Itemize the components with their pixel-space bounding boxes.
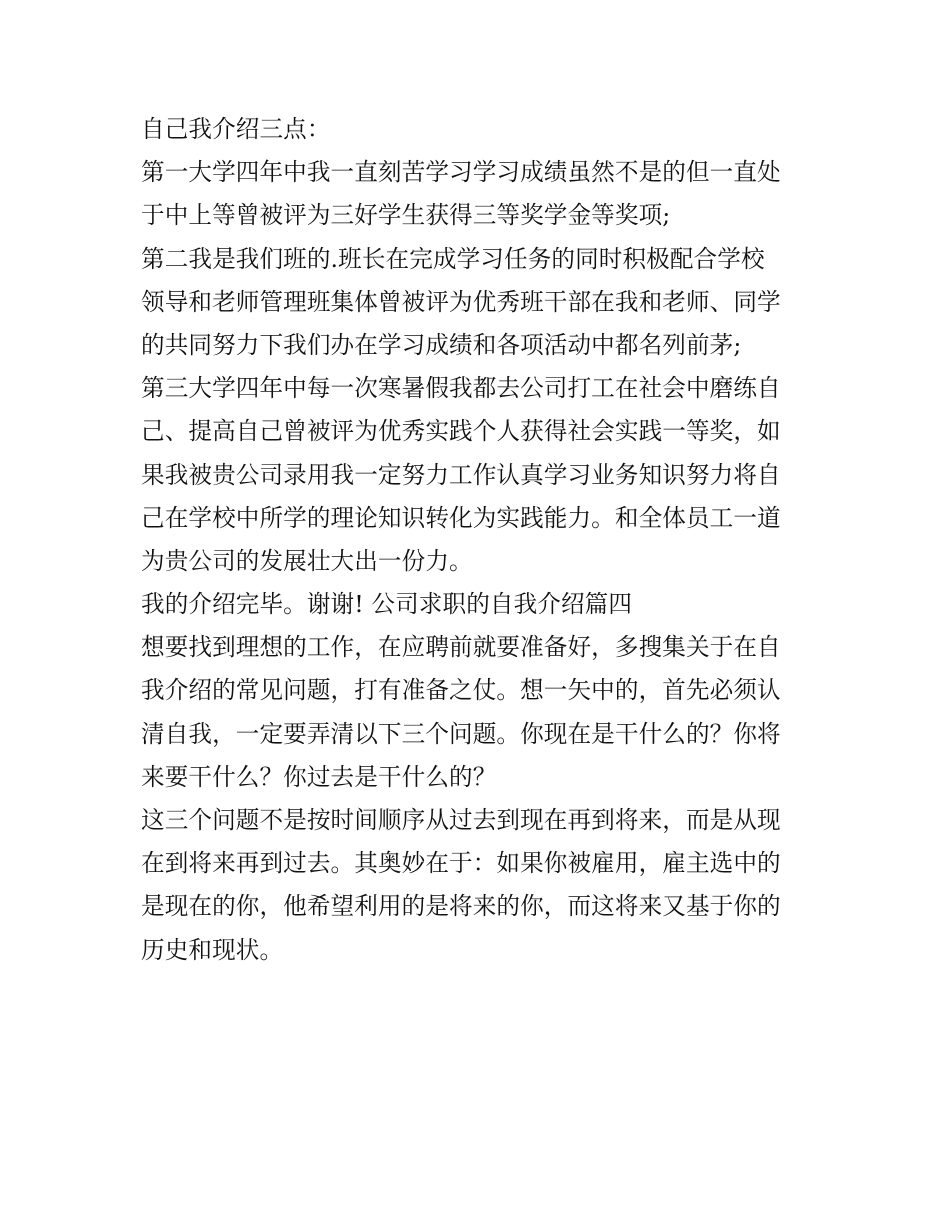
text-line: 来要干什么？你过去是干什么的？ <box>141 762 497 791</box>
text-line: 第一大学四年中我一直刻苦学习学习成绩虽然不是的但一直处 <box>141 158 781 187</box>
text-line: 我介绍的常见问题，打有准备之仗。想一矢中的，首先必须认 <box>141 676 781 705</box>
text-line: 历史和现状。 <box>141 935 284 964</box>
document-body <box>141 108 813 972</box>
text-line: 清自我，一定要弄清以下三个问题。你现在是干什么的？你将 <box>141 719 781 748</box>
text-line: 第三大学四年中每一次寒暑假我都去公司打工在社会中磨练自 <box>141 374 781 403</box>
text-line: 是现在的你，他希望利用的是将来的你，而这将来又基于你的 <box>141 892 781 921</box>
text-line: 这三个问题不是按时间顺序从过去到现在再到将来，而是从现 <box>141 806 781 834</box>
text-line: 自己我介绍三点： <box>141 115 331 143</box>
text-line: 领导和老师管理班集体曾被评为优秀班干部在我和老师、同学 <box>141 287 781 316</box>
text-line: 于中上等曾被评为三好学生获得三等奖学金等奖项; <box>141 201 671 230</box>
text-line: 想要找到理想的工作，在应聘前就要准备好，多搜集关于在自 <box>141 633 781 662</box>
text-line: 己、提高自己曾被评为优秀实践个人获得社会实践一等奖，如 <box>141 417 781 446</box>
text-line: 己在学校中所学的理论知识转化为实践能力。和全体员工一道 <box>141 503 781 532</box>
text-line: 的共同努力下我们办在学习成绩和各项活动中都名列前茅; <box>141 330 742 359</box>
text-line: 果我被贵公司录用我一定努力工作认真学习业务知识努力将自 <box>141 460 781 489</box>
text-line: 为贵公司的发展壮大出一份力。 <box>141 546 473 575</box>
text-line: 第二我是我们班的.班长在完成学习任务的同时积极配合学校 <box>141 244 765 273</box>
text-line: 在到将来再到过去。其奥妙在于：如果你被雇用，雇主选中的 <box>141 849 781 878</box>
text-line: 我的介绍完毕。谢谢! 公司求职的自我介绍篇四 <box>141 590 633 619</box>
